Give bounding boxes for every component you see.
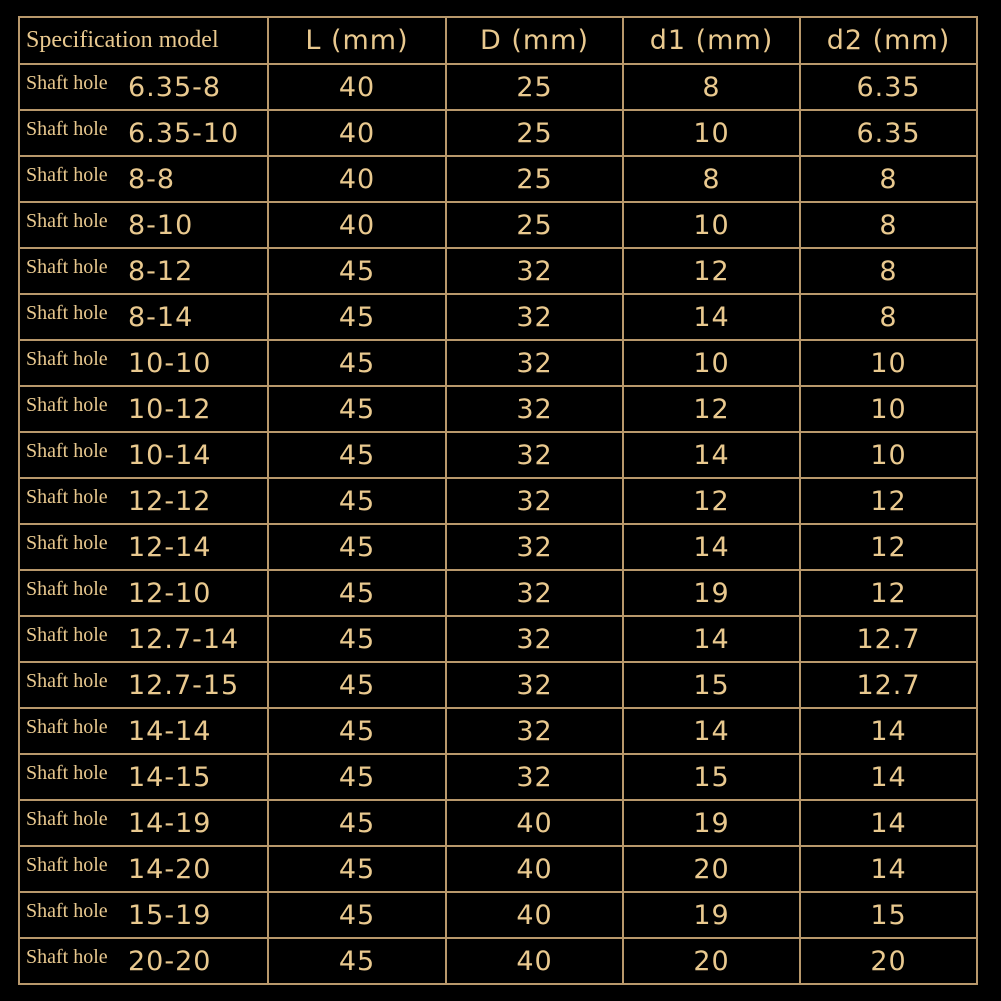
bore-d2-cell: 6.35 xyxy=(800,110,977,156)
length-cell: 45 xyxy=(268,570,446,616)
bore-d2-cell: 8 xyxy=(800,248,977,294)
header-bore-d2: d2 (mm) xyxy=(800,17,977,64)
bore-d2-cell: 14 xyxy=(800,800,977,846)
outer-diameter-cell: 25 xyxy=(446,110,623,156)
bore-d1-cell: 14 xyxy=(623,432,800,478)
spec-size: 12.7-15 xyxy=(128,670,240,701)
spec-model-cell xyxy=(19,800,268,846)
spec-model-cell xyxy=(19,478,268,524)
spec-model-cell xyxy=(19,340,268,386)
length-cell: 45 xyxy=(268,938,446,984)
spec-model-cell xyxy=(19,754,268,800)
spec-model-cell xyxy=(19,110,268,156)
length-cell: 45 xyxy=(268,662,446,708)
length-cell: 45 xyxy=(268,386,446,432)
spec-prefix: Shaft hole xyxy=(26,394,108,416)
spec-prefix: Shaft hole xyxy=(26,624,108,646)
spec-model-cell xyxy=(19,202,268,248)
bore-d1-cell: 10 xyxy=(623,110,800,156)
spec-size: 12.7-14 xyxy=(128,624,240,655)
bore-d1-cell: 15 xyxy=(623,662,800,708)
table-row xyxy=(19,64,977,110)
spec-prefix: Shaft hole xyxy=(26,348,108,370)
table-row xyxy=(19,662,977,708)
header-length: L (mm) xyxy=(268,17,446,64)
length-cell: 45 xyxy=(268,892,446,938)
spec-model-cell xyxy=(19,846,268,892)
table-row xyxy=(19,478,977,524)
table-row xyxy=(19,110,977,156)
table-row xyxy=(19,432,977,478)
spec-size: 6.35-10 xyxy=(128,118,240,149)
bore-d2-cell: 8 xyxy=(800,294,977,340)
spec-model-cell xyxy=(19,708,268,754)
outer-diameter-cell: 32 xyxy=(446,570,623,616)
bore-d2-cell: 10 xyxy=(800,340,977,386)
spec-prefix: Shaft hole xyxy=(26,532,108,554)
outer-diameter-cell: 32 xyxy=(446,386,623,432)
bore-d2-cell: 14 xyxy=(800,846,977,892)
table-row xyxy=(19,248,977,294)
spec-prefix: Shaft hole xyxy=(26,670,108,692)
spec-model-cell xyxy=(19,662,268,708)
bore-d2-cell: 14 xyxy=(800,754,977,800)
bore-d1-cell: 8 xyxy=(623,64,800,110)
outer-diameter-cell: 32 xyxy=(446,294,623,340)
spec-prefix: Shaft hole xyxy=(26,762,108,784)
spec-model-cell xyxy=(19,524,268,570)
outer-diameter-cell: 32 xyxy=(446,432,623,478)
length-cell: 45 xyxy=(268,754,446,800)
bore-d1-cell: 10 xyxy=(623,202,800,248)
spec-size: 15-19 xyxy=(128,900,212,931)
bore-d2-cell: 12 xyxy=(800,478,977,524)
table-row xyxy=(19,340,977,386)
spec-size: 10-10 xyxy=(128,348,212,379)
table-row xyxy=(19,708,977,754)
spec-model-cell xyxy=(19,570,268,616)
outer-diameter-cell: 25 xyxy=(446,202,623,248)
bore-d1-cell: 12 xyxy=(623,386,800,432)
length-cell: 45 xyxy=(268,524,446,570)
spec-prefix: Shaft hole xyxy=(26,900,108,922)
outer-diameter-cell: 32 xyxy=(446,708,623,754)
spec-prefix: Shaft hole xyxy=(26,72,108,94)
spec-prefix: Shaft hole xyxy=(26,118,108,140)
spec-prefix: Shaft hole xyxy=(26,164,108,186)
spec-prefix: Shaft hole xyxy=(26,486,108,508)
spec-prefix: Shaft hole xyxy=(26,716,108,738)
length-cell: 45 xyxy=(268,340,446,386)
bore-d2-cell: 8 xyxy=(800,202,977,248)
spec-size: 6.35-8 xyxy=(128,72,222,103)
bore-d2-cell: 12.7 xyxy=(800,616,977,662)
spec-model-cell xyxy=(19,938,268,984)
header-row xyxy=(19,17,977,64)
bore-d2-cell: 12 xyxy=(800,570,977,616)
table-row xyxy=(19,616,977,662)
spec-model-cell xyxy=(19,892,268,938)
length-cell: 40 xyxy=(268,64,446,110)
bore-d2-cell: 6.35 xyxy=(800,64,977,110)
length-cell: 45 xyxy=(268,708,446,754)
spec-size: 14-20 xyxy=(128,854,212,885)
outer-diameter-cell: 25 xyxy=(446,64,623,110)
specification-table xyxy=(18,16,978,985)
outer-diameter-cell: 32 xyxy=(446,478,623,524)
outer-diameter-cell: 32 xyxy=(446,248,623,294)
bore-d2-cell: 14 xyxy=(800,708,977,754)
spec-size: 20-20 xyxy=(128,946,212,977)
table-row xyxy=(19,754,977,800)
bore-d1-cell: 12 xyxy=(623,478,800,524)
bore-d2-cell: 12 xyxy=(800,524,977,570)
bore-d1-cell: 15 xyxy=(623,754,800,800)
spec-model-cell xyxy=(19,294,268,340)
length-cell: 45 xyxy=(268,478,446,524)
length-cell: 45 xyxy=(268,294,446,340)
spec-size: 8-14 xyxy=(128,302,194,333)
bore-d1-cell: 14 xyxy=(623,616,800,662)
bore-d1-cell: 19 xyxy=(623,800,800,846)
length-cell: 45 xyxy=(268,616,446,662)
bore-d1-cell: 19 xyxy=(623,892,800,938)
bore-d2-cell: 10 xyxy=(800,432,977,478)
bore-d1-cell: 14 xyxy=(623,294,800,340)
table-row xyxy=(19,570,977,616)
length-cell: 45 xyxy=(268,432,446,478)
bore-d1-cell: 20 xyxy=(623,846,800,892)
bore-d2-cell: 15 xyxy=(800,892,977,938)
bore-d2-cell: 12.7 xyxy=(800,662,977,708)
spec-prefix: Shaft hole xyxy=(26,854,108,876)
outer-diameter-cell: 40 xyxy=(446,892,623,938)
length-cell: 40 xyxy=(268,110,446,156)
spec-size: 14-14 xyxy=(128,716,212,747)
bore-d1-cell: 10 xyxy=(623,340,800,386)
spec-size: 12-14 xyxy=(128,532,212,563)
spec-size: 8-12 xyxy=(128,256,194,287)
outer-diameter-cell: 32 xyxy=(446,524,623,570)
table-row xyxy=(19,938,977,984)
spec-size: 12-12 xyxy=(128,486,212,517)
outer-diameter-cell: 40 xyxy=(446,938,623,984)
table-row xyxy=(19,524,977,570)
length-cell: 40 xyxy=(268,156,446,202)
outer-diameter-cell: 40 xyxy=(446,846,623,892)
table-row xyxy=(19,800,977,846)
spec-size: 8-8 xyxy=(128,164,176,195)
length-cell: 45 xyxy=(268,248,446,294)
bore-d1-cell: 14 xyxy=(623,708,800,754)
bore-d1-cell: 12 xyxy=(623,248,800,294)
spec-model-cell xyxy=(19,64,268,110)
bore-d2-cell: 10 xyxy=(800,386,977,432)
outer-diameter-cell: 32 xyxy=(446,754,623,800)
length-cell: 40 xyxy=(268,202,446,248)
spec-prefix: Shaft hole xyxy=(26,302,108,324)
spec-model-cell xyxy=(19,432,268,478)
bore-d1-cell: 20 xyxy=(623,938,800,984)
header-spec: Specification model xyxy=(19,17,268,64)
bore-d1-cell: 19 xyxy=(623,570,800,616)
spec-model-cell xyxy=(19,386,268,432)
header-bore-d1: d1 (mm) xyxy=(623,17,800,64)
spec-size: 10-12 xyxy=(128,394,212,425)
spec-model-cell xyxy=(19,156,268,202)
spec-model-cell xyxy=(19,616,268,662)
spec-prefix: Shaft hole xyxy=(26,946,108,968)
spec-model-cell xyxy=(19,248,268,294)
bore-d2-cell: 20 xyxy=(800,938,977,984)
spec-prefix: Shaft hole xyxy=(26,808,108,830)
spec-size: 14-19 xyxy=(128,808,212,839)
table-row xyxy=(19,156,977,202)
outer-diameter-cell: 25 xyxy=(446,156,623,202)
outer-diameter-cell: 32 xyxy=(446,616,623,662)
spec-size: 14-15 xyxy=(128,762,212,793)
bore-d1-cell: 14 xyxy=(623,524,800,570)
spec-prefix: Shaft hole xyxy=(26,256,108,278)
spec-size: 12-10 xyxy=(128,578,212,609)
spec-prefix: Shaft hole xyxy=(26,578,108,600)
length-cell: 45 xyxy=(268,846,446,892)
spec-size: 8-10 xyxy=(128,210,194,241)
outer-diameter-cell: 32 xyxy=(446,662,623,708)
outer-diameter-cell: 32 xyxy=(446,340,623,386)
spec-prefix: Shaft hole xyxy=(26,210,108,232)
outer-diameter-cell: 40 xyxy=(446,800,623,846)
header-outer-diameter: D (mm) xyxy=(446,17,623,64)
table-body xyxy=(19,64,977,984)
table-row xyxy=(19,202,977,248)
bore-d2-cell: 8 xyxy=(800,156,977,202)
bore-d1-cell: 8 xyxy=(623,156,800,202)
table-row xyxy=(19,846,977,892)
length-cell: 45 xyxy=(268,800,446,846)
spec-prefix: Shaft hole xyxy=(26,440,108,462)
spec-size: 10-14 xyxy=(128,440,212,471)
table-row xyxy=(19,892,977,938)
table-row xyxy=(19,294,977,340)
table-row xyxy=(19,386,977,432)
